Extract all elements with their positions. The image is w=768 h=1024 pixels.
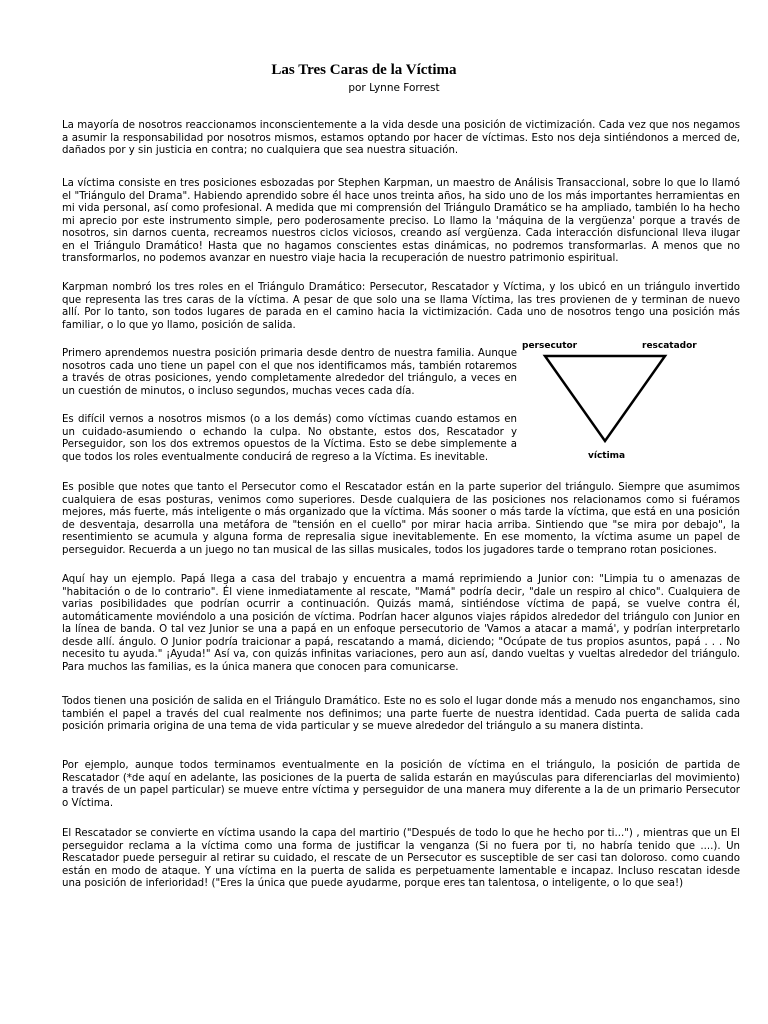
paragraph-7: Aquí hay un ejemplo. Papá llega a casa del trabajo y encuentra a mamá reprimiendo a Junior con: "Limpia tu o amenazas de "habitación o de lo contrario". Él viene inmediatamente al rescate, "Mamá" podría decir, "dale un respiro al chico". Cualquiera de varias posibilidades que podrían ocurrir a continuación. Quizás mamá, sintiéndose víctima de papá, se vuelve contra él, automáticamente moviéndolo a una posición de víctima. Podrían hacer algunos viajes rápidos alrededor del triángulo con Junior en la línea de banda. O tal vez Junior se una a papá en un enfoque persecutorio de 'Vamos a atacar a mamá', y podrían interpretarlo desde allí. ángulo. O Junior podría traicionar a papá, rescatando a mamá, diciendo; "Ocúpate de tus propios asuntos, papá . . . No necesito tu ayuda." ¡Ayuda!" Así va, con quizás infinitas variaciones, pero aun así, dando vueltas y vueltas alrededor del triángulo. Para muchos las familias, es la única manera que conocen para comunicarse. (62, 574, 740, 673)
paragraph-10: El Rescatador se convierte en víctima usando la capa del martirio ("Después de todo lo que he hecho por ti...") , mientras que un El perseguidor reclama a la víctima como una forma de justificar la venganza (Si no fuera por ti, no habría tenido que ....). Un Rescatador puede perseguir al retirar su cuidado, el rescate de un Persecutor es susceptible de ser casi tan doloroso. como cuando están en modo de ataque. Y una víctima en la puerta de salida es perpetuamente lamentable e incapaz. Incluso rescatan idesde una posición de inferioridad! ("Eres la única que puede ayudarme, porque eres tan talentosa, o inteligente, o lo que sea!) (62, 828, 740, 889)
paragraph-1: La mayoría de nosotros reaccionamos inconscientemente a la vida desde una posición de victimización. Cada vez que nos negamos a asumir la responsabilidad por nosotros mismos, estamos optando por hacer de víctimas. Esto nos deja sintiéndonos a merced de, dañados por y sin justicia en contra; no cualquiera que sea nuestra situación. (62, 120, 740, 156)
inverted-triangle (545, 356, 665, 441)
paragraph-9: Por ejemplo, aunque todos terminamos eventualmente en la posición de víctima en el triángulo, la posición de partida de Rescatador (*de aquí en adelante, las posiciones de la puerta de salida estarán en mayúsculas para diferenciarlas del movimiento) a través de un papel particular) se mueve entre víctima y perseguidor de una manera muy diferente a la de un primario Persecutor o Víctima. (62, 760, 740, 809)
label-victima: víctima (588, 451, 626, 461)
drama-triangle-diagram (520, 336, 710, 466)
document-author: por Lynne Forrest (348, 82, 440, 94)
paragraph-5: Es difícil vernos a nosotros mismos (o a los demás) como víctimas cuando estamos en un cuidado-asumiendo o echando la culpa. No obstante, estos dos, Rescatador y Perseguidor, son los dos extremos opuestos de la Víctima. Esto se debe simplemente a que todos los roles eventualmente conducirá de regreso a la Víctima. Es inevitable. (62, 414, 517, 463)
paragraph-2: La víctima consiste en tres posiciones esbozadas por Stephen Karpman, un maestro de Análisis Transaccional, sobre lo que lo llamó el "Triángulo del Drama". Habiendo aprendido sobre él hace unos treinta años, ha sido uno de los más importantes herramientas en mi vida personal, así como profesional. A medida que mi comprensión del Triángulo Dramático se ha ampliado, también lo ha hecho mi aprecio por este instrumento simple, pero poderosamente preciso. Lo llamo la 'máquina de la vergüenza' porque a través de nosotros, sin darnos cuenta, recreamos nuestros ciclos viciosos, creando así vergüenza. Cada interacción disfuncional lleva ilugar en el Triángulo Dramático! Hasta que no hagamos conscientes estas dinámicas, no podremos transformarlas. A menos que no transformarlos, no podemos avanzar en nuestro viaje hacia la recuperación de nuestro patrimonio espiritual. (62, 178, 740, 264)
paragraph-8: Todos tienen una posición de salida en el Triángulo Dramático. Este no es solo el lugar donde más a menudo nos enganchamos, sino también el papel a través del cual realmente nos definimos; una parte fuerte de nuestra identidad. Cada puerta de salida cada posición primaria origina de una tema de vida particular y se mueve alrededor del triángulo a su manera distinta. (62, 696, 740, 732)
label-persecutor: persecutor (522, 341, 578, 351)
document-title: Las Tres Caras de la Víctima (271, 62, 457, 78)
paragraph-3: Karpman nombró los tres roles en el Triángulo Dramático: Persecutor, Rescatador y Víctima, y los ubicó en un triángulo invertido que representa las tres caras de la víctima. A pesar de que solo una se llama Víctima, las tres provienen de y terminan de nuevo allí. Por lo tanto, son todos lugares de parada en el camino hacia la victimización. Cada uno de nosotros tengo una posición más familiar, o lo que yo llamo, posición de salida. (62, 282, 740, 331)
paragraph-4: Primero aprendemos nuestra posición primaria desde dentro de nuestra familia. Aunque nosotros cada uno tiene un papel con el que nos identificamos más, también rotaremos a través de otras posiciones, yendo completamente alrededor del triángulo, a veces en un cuestión de minutos, o incluso segundos, muchas veces cada día. (62, 348, 517, 397)
paragraph-6: Es posible que notes que tanto el Persecutor como el Rescatador están en la parte superior del triángulo. Siempre que asumimos cualquiera de esas posturas, venimos como superiores. Desde cualquiera de las posiciones nos relacionamos como si fuéramos mejores, más fuerte, más inteligente o más organizado que la víctima. Más sooner o más tarde la víctima, que está en una posición de desventaja, desarrolla una metáfora de "tensión en el cuello" por mirar hacia arriba. Sintiendo que "se mira por debajo", la resentimiento se acumula y alguna forma de represalia sigue inevitablemente. En ese momento, la víctima asume un papel de perseguidor. Recuerda a un juego no tan musical de las sillas musicales, todos los jugadores tarde o temprano rotan posiciones. (62, 482, 740, 556)
label-rescatador: rescatador (642, 341, 697, 351)
